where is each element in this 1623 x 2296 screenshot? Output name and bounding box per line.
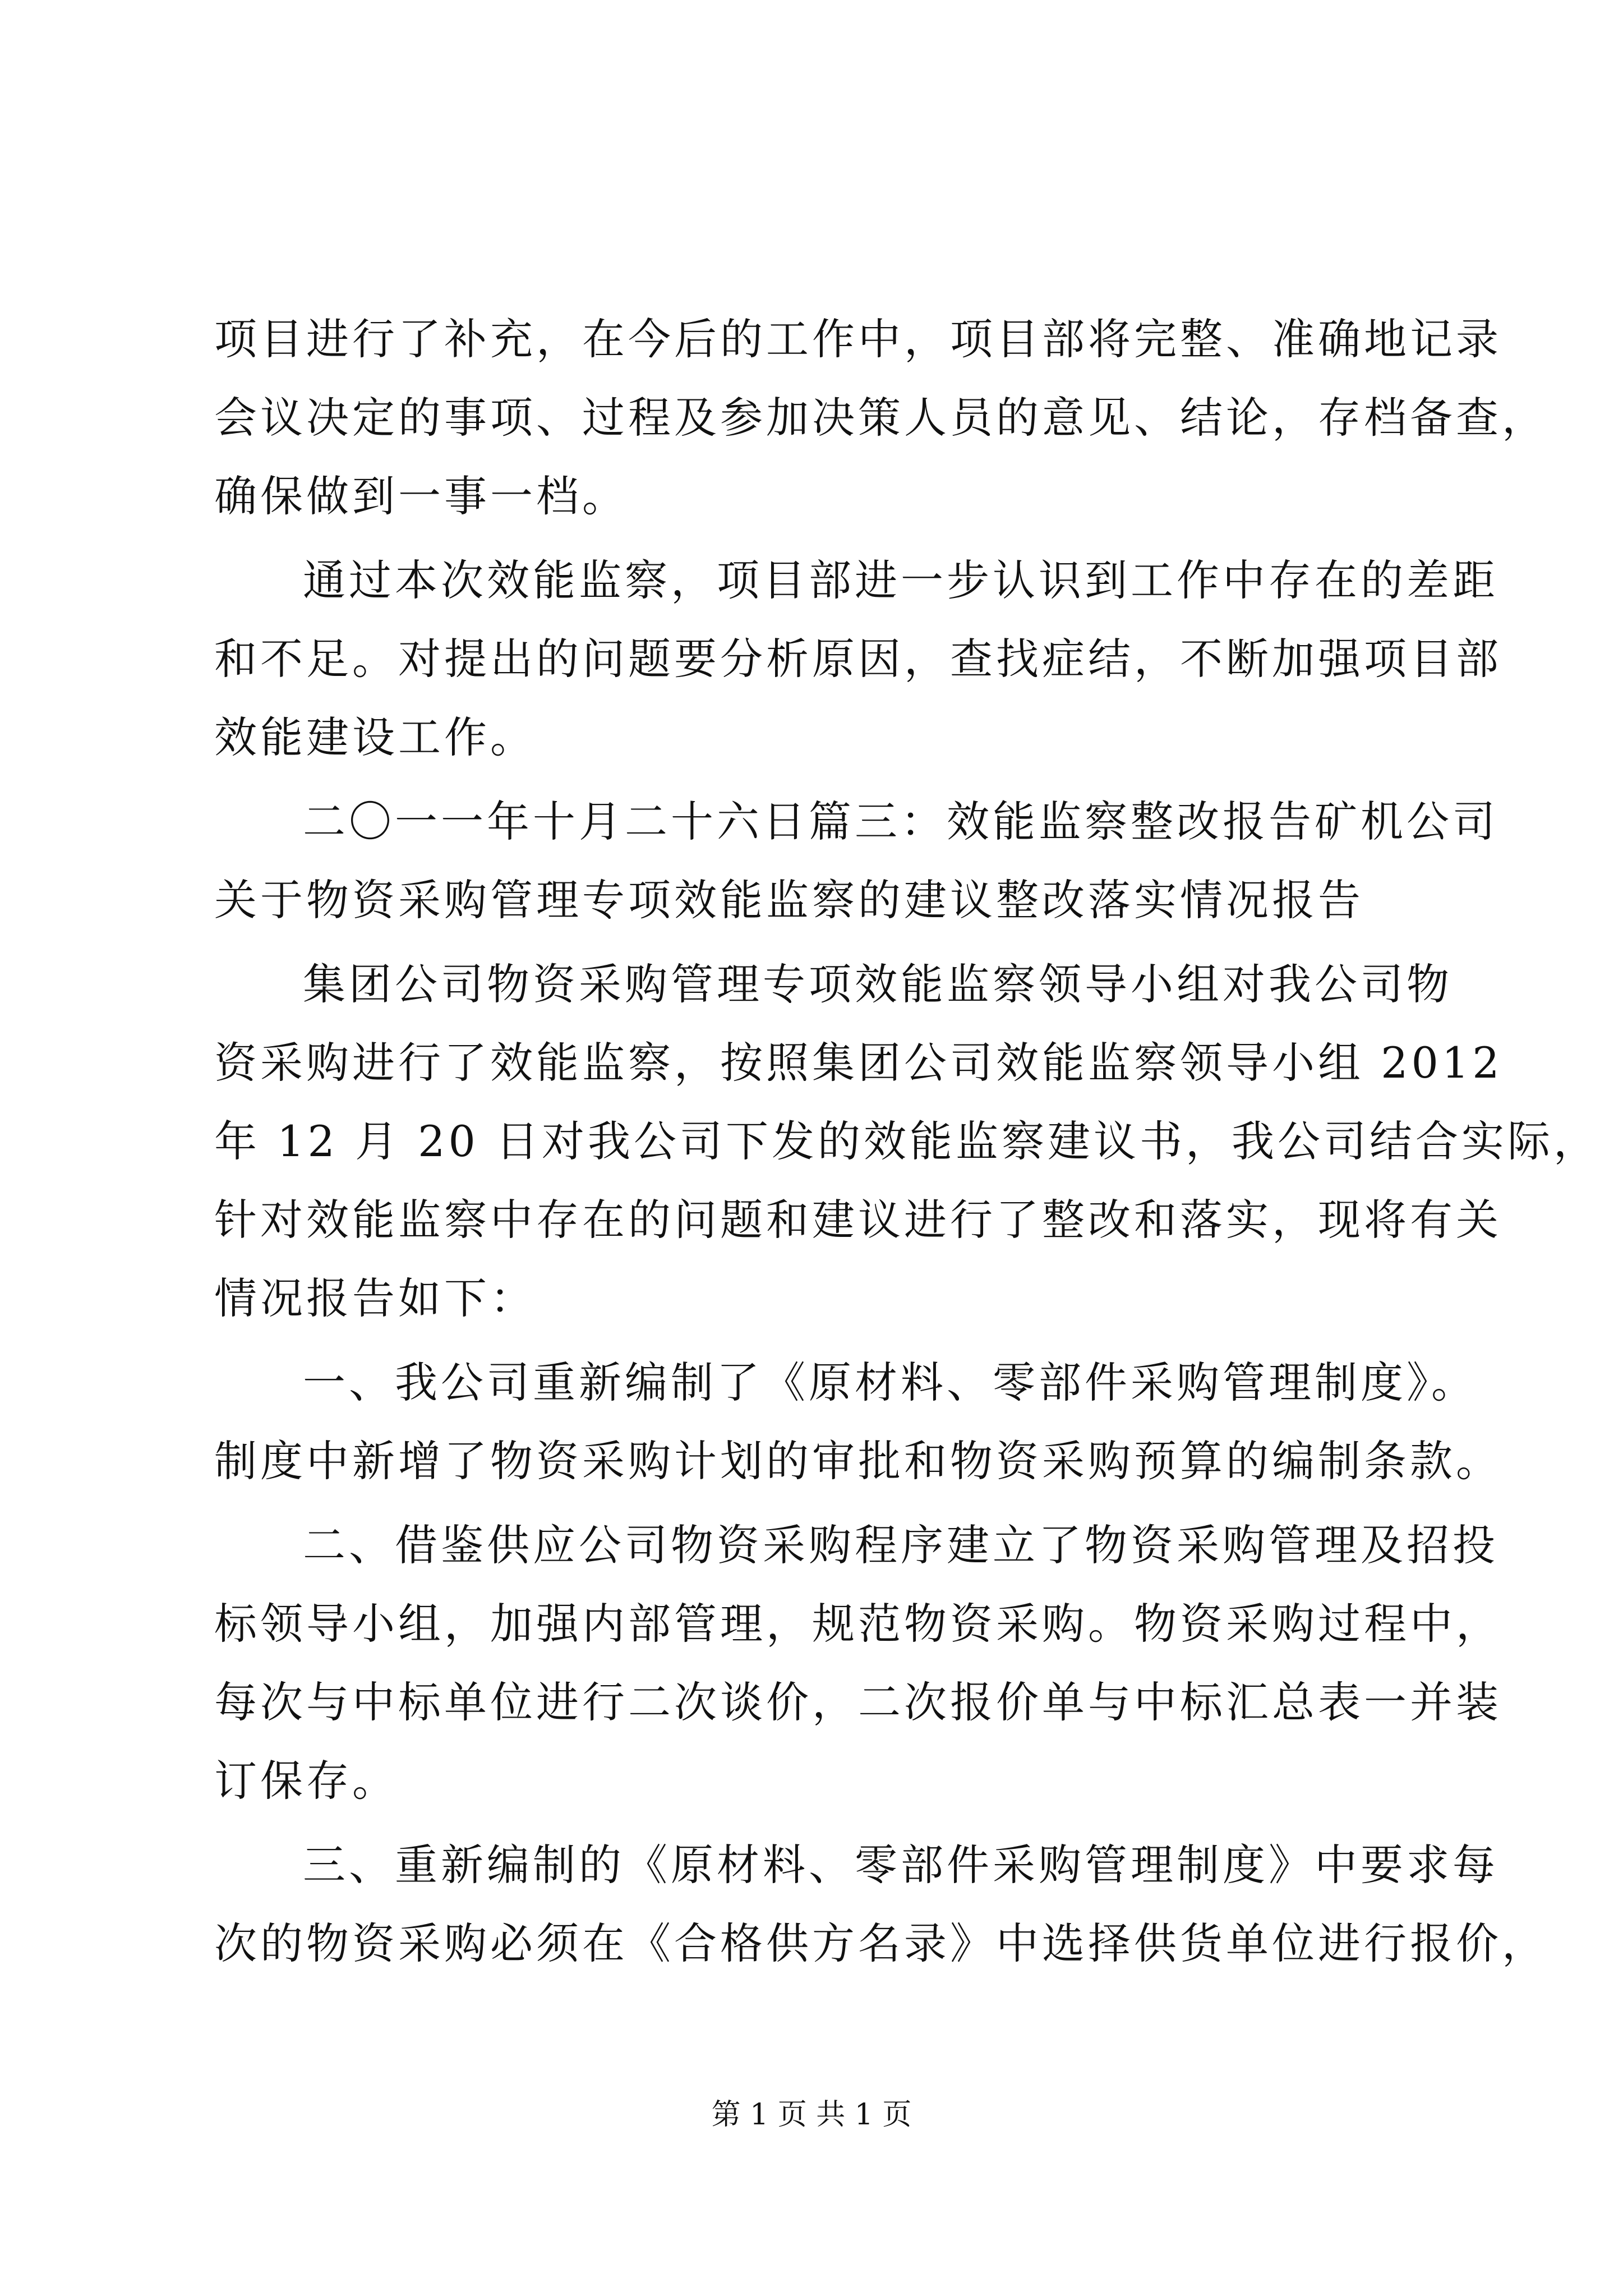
text-line: 效能建设工作。 xyxy=(214,712,536,762)
text-line: 项目进行了补充，在今后的工作中，项目部将完整、准确地记录 xyxy=(214,314,1502,364)
page-footer: 第 1 页 共 1 页 xyxy=(711,2098,912,2132)
text-line: 关于物资采购管理专项效能监察的建议整改落实情况报告 xyxy=(214,875,1364,925)
text-line: 次的物资采购必须在《合格供方名录》中选择供货单位进行报价， xyxy=(214,1918,1548,1968)
paragraph-first-line: 三、重新编制的《原材料、零部件采购管理制度》中要求每 xyxy=(303,1840,1498,1890)
text-line: 制度中新增了物资采购计划的审批和物资采购预算的编制条款。 xyxy=(214,1436,1502,1486)
text-line: 情况报告如下： xyxy=(214,1273,536,1323)
text-line: 确保做到一事一档。 xyxy=(214,471,628,521)
paragraph-first-line: 一、我公司重新编制了《原材料、零部件采购管理制度》。 xyxy=(303,1358,1477,1407)
text-line: 订保存。 xyxy=(214,1756,398,1806)
text-line: 针对效能监察中存在的问题和建议进行了整改和落实，现将有关 xyxy=(214,1195,1502,1245)
paragraph-first-line: 集团公司物资采购管理专项效能监察领导小组对我公司物 xyxy=(303,959,1453,1009)
text-line: 会议决定的事项、过程及参加决策人员的意见、结论，存档备查， xyxy=(214,393,1548,443)
paragraph-first-line: 二、借鉴供应公司物资采购程序建立了物资采购管理及招投 xyxy=(303,1520,1498,1570)
paragraph-first-line: 通过本次效能监察，项目部进一步认识到工作中存在的差距 xyxy=(303,555,1498,605)
text-line: 标领导小组，加强内部管理，规范物资采购。物资采购过程中， xyxy=(214,1599,1502,1649)
text-line: 和不足。对提出的问题要分析原因，查找症结，不断加强项目部 xyxy=(214,634,1502,684)
paragraph-first-line: 二〇一一年十月二十六日篇三：效能监察整改报告矿机公司 xyxy=(303,797,1498,846)
text-line: 每次与中标单位进行二次谈价，二次报价单与中标汇总表一并装 xyxy=(214,1677,1502,1727)
text-line: 年 12 月 20 日对我公司下发的效能监察建议书，我公司结合实际， xyxy=(214,1116,1600,1166)
text-line: 资采购进行了效能监察，按照集团公司效能监察领导小组 2012 xyxy=(214,1038,1503,1088)
